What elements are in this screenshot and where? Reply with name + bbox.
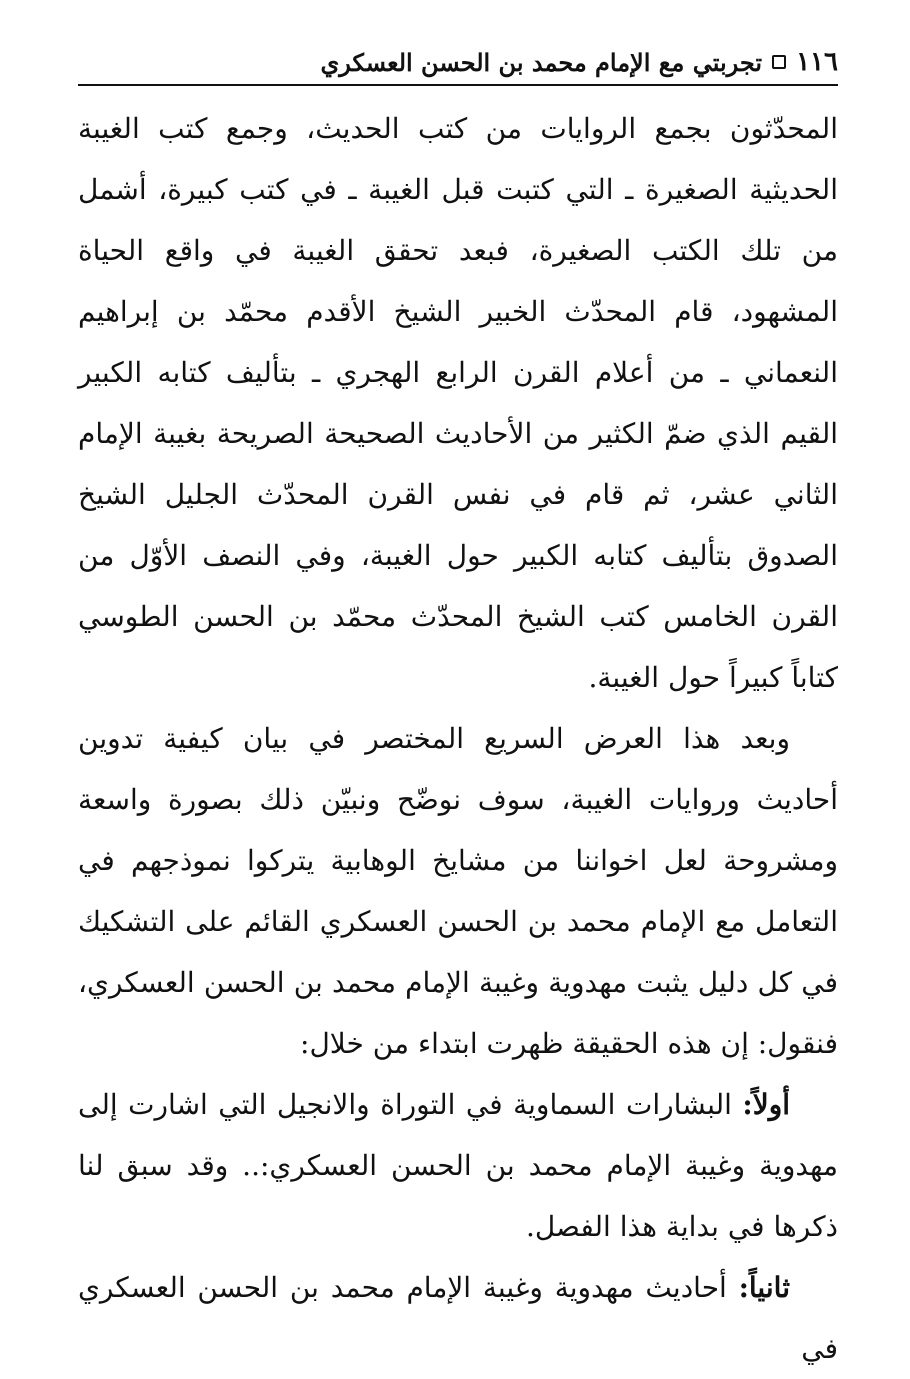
body-text xyxy=(78,98,838,1379)
paragraph-4-text: أحاديث مهدوية وغيبة الإمام محمد بن الحسن العسكري في xyxy=(78,1271,838,1365)
page-number: ١١٦ xyxy=(796,47,838,77)
paragraph-1-text: المحدّثون بجمع الروايات من كتب الحديث، وجمع كتب الغيبة الحديثية الصغيرة ـ التي كتبت قبل الغيبة ـ في كتب كبيرة، أشمل من تلك الكتب الصغيرة، فبعد تحقق الغيبة في واقع الحياة المشهود، قام المحدّث الخبير الشيخ الأقدم محمّد بن إبراهيم النعماني ـ من أعلام القرن الرابع الهجري ـ بتأليف كتابه الكبير القيم الذي ضمّ الكثير من الأحاديث الصحيحة الصريحة بغيبة الإمام الثاني عشر، ثم قام في نفس القرن المحدّث الجليل الشيخ الصدوق بتأليف كتابه الكبير حول الغيبة، وفي النصف الأوّل من القرن الخامس كتب الشيخ المحدّث محمّد بن الحسن الطوسي كتاباً كبيراً حول الغيبة. xyxy=(78,112,838,694)
paragraph-4 xyxy=(78,1257,838,1379)
paragraph-2 xyxy=(78,708,838,1074)
paragraph-1 xyxy=(78,98,838,708)
book-title: تجربتي مع الإمام محمد بن الحسن العسكري xyxy=(320,47,763,77)
paragraph-3 xyxy=(78,1074,838,1257)
square-bullet-icon xyxy=(772,55,786,69)
paragraph-3-text: البشارات السماوية في التوراة والانجيل التي اشارت إلى مهدوية وغيبة الإمام محمد بن الحسن العسكري:.. وقد سبق لنا ذكرها في بداية هذا الفصل. xyxy=(78,1088,838,1243)
running-header xyxy=(78,40,838,86)
paragraph-3-lead: أولاً: xyxy=(742,1088,790,1121)
paragraph-2-text: وبعد هذا العرض السريع المختصر في بيان كيفية تدوين أحاديث وروايات الغيبة، سوف نوضّح ونبيّن ذلك بصورة واسعة ومشروحة لعل اخواننا من مشايخ الوهابية يتركوا نموذجهم في التعامل مع الإمام محمد بن الحسن العسكري القائم على التشكيك في كل دليل يثبت مهدوية وغيبة الإمام محمد بن الحسن العسكري، فنقول: إن هذه الحقيقة ظهرت ابتداء من خلال: xyxy=(78,722,838,1060)
paragraph-4-lead: ثانياً: xyxy=(738,1271,790,1304)
